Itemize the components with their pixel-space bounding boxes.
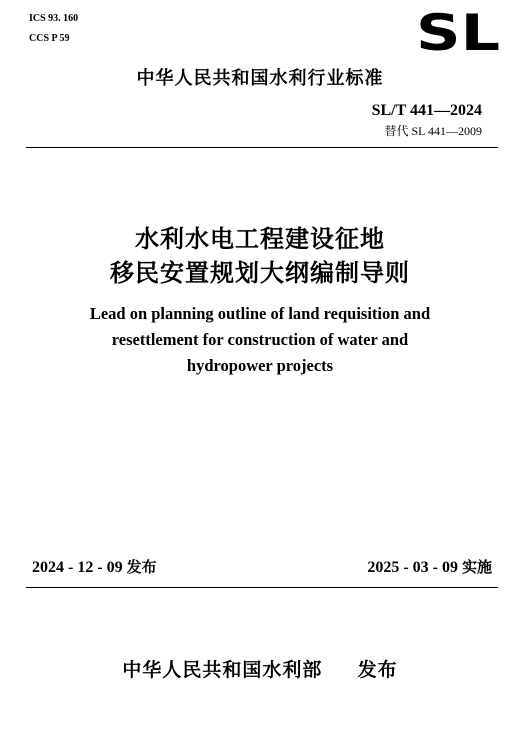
replaces-note: 替代 SL 441—2009 — [384, 124, 482, 138]
issuer-action: 发布 — [357, 659, 398, 681]
logo-text: SL — [416, 12, 500, 52]
effective-date-block — [367, 556, 492, 577]
title-en-line-2: resettlement for construction of water and — [111, 330, 409, 349]
publish-label: 发布 — [126, 558, 157, 576]
title-en-line-3: hydropower projects — [186, 356, 334, 375]
title-cn-line-2: 移民安置规划大纲编制导则 — [110, 259, 410, 287]
title-cn-line-1: 水利水电工程建设征地 — [135, 225, 385, 253]
effective-date: 2025 - 03 - 09 — [367, 559, 458, 576]
top-divider — [26, 147, 498, 148]
standard-number: SL/T 441—2024 — [371, 102, 482, 119]
ministry-standard-title: 中华人民共和国水利行业标准 — [136, 68, 384, 89]
issuer-line — [0, 655, 520, 682]
title-en-line-1: Lead on planning outline of land requisition and — [89, 304, 431, 323]
issuer-name: 中华人民共和国水利部 — [122, 659, 323, 681]
bottom-divider — [26, 587, 498, 588]
publish-date-block — [32, 556, 157, 577]
sl-logo — [416, 12, 500, 52]
ccs-code: CCS P 59 — [29, 33, 70, 44]
publish-date: 2024 - 12 - 09 — [32, 559, 123, 576]
effective-label: 实施 — [461, 558, 492, 576]
classification-codes — [29, 9, 78, 49]
ics-code: ICS 93. 160 — [29, 13, 79, 24]
